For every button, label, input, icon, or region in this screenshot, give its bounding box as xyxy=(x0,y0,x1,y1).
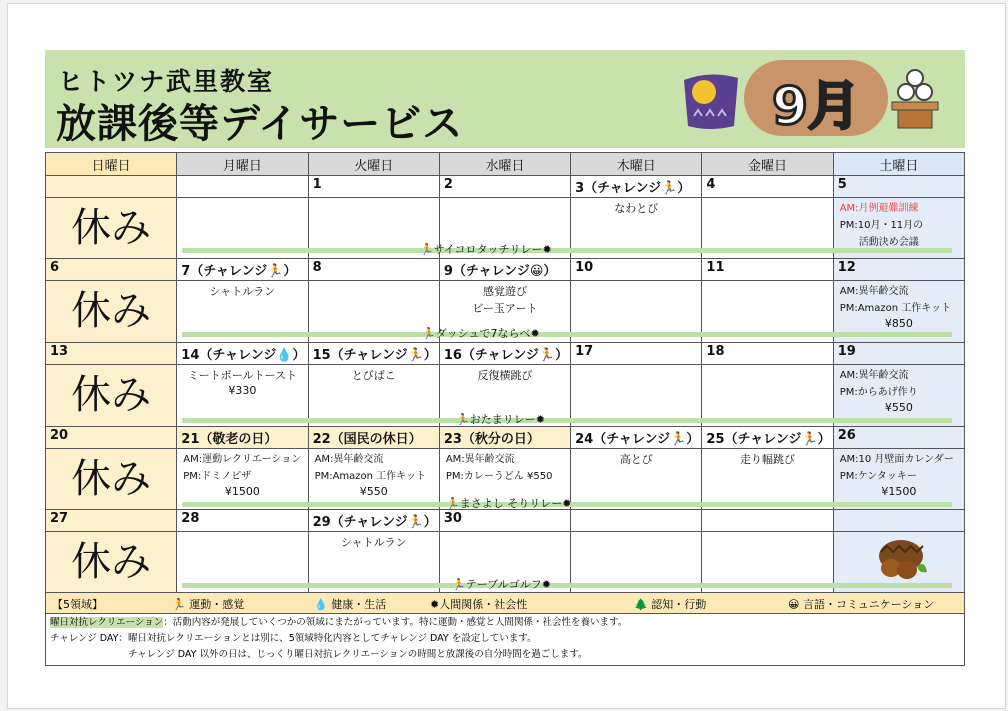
activity-cell: AM:10 月壁面カレンダー PM:ケンタッキー ¥1500 xyxy=(833,449,964,510)
relay-label: 🏃サイコロタッチリレー✹ xyxy=(420,243,552,256)
weekday-sat: 土曜日 xyxy=(833,153,964,176)
date-cell: 6 xyxy=(46,259,177,281)
activity-cell: AM:異年齢交流 PM:からあげ作り ¥550 xyxy=(833,365,964,427)
relay-bar xyxy=(182,248,952,253)
activity-cell: 走り幅跳び xyxy=(702,449,833,510)
activity-cell: AM:異年齢交流 PM:Amazon 工作キット ¥850 xyxy=(833,281,964,343)
date-cell xyxy=(571,510,702,532)
activity-cell: 高とび xyxy=(571,449,702,510)
service-title: 放課後等デイサービス xyxy=(56,101,464,147)
activity-cell: AM:異年齢交流 PM:カレーうどん ¥550 xyxy=(439,449,570,510)
weekday-mon: 月曜日 xyxy=(177,153,308,176)
date-cell: 3（チャレンジ🏃） xyxy=(571,176,702,198)
date-cell: 25（チャレンジ🏃） xyxy=(702,427,833,449)
date-cell: 12 xyxy=(833,259,964,281)
date-cell: 28 xyxy=(177,510,308,532)
calendar-table xyxy=(45,152,965,593)
date-cell: 8 xyxy=(308,259,439,281)
date-cell: 23（秋分の日） xyxy=(439,427,570,449)
date-cell: 17 xyxy=(571,343,702,365)
date-row xyxy=(46,176,965,198)
relay-label: 🏃テーブルゴルフ✹ xyxy=(452,578,551,591)
dango-icon xyxy=(886,66,944,132)
legend-item-cognition: 🌲 認知・行動 xyxy=(634,598,707,611)
moon-icon xyxy=(680,70,742,132)
activity-cell: なわとび xyxy=(571,198,702,259)
date-cell: 29（チャレンジ🏃） xyxy=(308,510,439,532)
date-cell: 27 xyxy=(46,510,177,532)
closed-cell: 休み xyxy=(46,198,177,259)
closed-cell: 休み xyxy=(46,449,177,510)
relay-label: 🏃おたまリレー✹ xyxy=(456,413,545,426)
weekday-header-row xyxy=(46,153,965,176)
note-line-1: 曜日対抗レクリエーション：活動内容が発展していくつかの領域にまたがっています。特に運動・感覚と人間関係・社会性を養います。 xyxy=(50,617,628,628)
date-cell xyxy=(177,176,308,198)
date-cell: 9（チャレンジ😀） xyxy=(439,259,570,281)
legend-bar xyxy=(45,592,965,614)
date-cell: 22（国民の休日） xyxy=(308,427,439,449)
activity-cell: AM:運動レクリエーション PM:ドミノピザ ¥1500 xyxy=(177,449,308,510)
school-name: ヒトツナ武里教室 xyxy=(58,67,275,96)
weekday-wed: 水曜日 xyxy=(439,153,570,176)
weekday-thu: 木曜日 xyxy=(571,153,702,176)
date-cell: 13 xyxy=(46,343,177,365)
date-cell: 4 xyxy=(702,176,833,198)
closed-cell: 休み xyxy=(46,281,177,343)
date-cell: 11 xyxy=(702,259,833,281)
relay-bar xyxy=(182,583,952,588)
date-cell: 26 xyxy=(833,427,964,449)
activity-cell: 感覚遊び ビー玉アート xyxy=(439,281,570,343)
date-cell: 10 xyxy=(571,259,702,281)
legend-item-motor: 🏃 運動・感覚 xyxy=(172,598,245,611)
date-cell: 2 xyxy=(439,176,570,198)
relay-label: 🏃ダッシュで7ならべ✹ xyxy=(422,327,540,340)
legend-item-health: 💧 健康・生活 xyxy=(314,598,387,611)
date-cell xyxy=(833,510,964,532)
activity-cell: とびばこ xyxy=(308,365,439,427)
date-cell: 30 xyxy=(439,510,570,532)
date-row xyxy=(46,427,965,449)
month-label: 9月 xyxy=(771,77,861,137)
relay-bar xyxy=(182,332,952,337)
closed-cell: 休み xyxy=(46,365,177,427)
legend-item-language: 😀 言語・コミュニケーション xyxy=(788,598,935,611)
weekday-sun: 日曜日 xyxy=(46,153,177,176)
relay-bar xyxy=(182,418,952,423)
date-cell: 21（敬老の日） xyxy=(177,427,308,449)
date-cell: 14（チャレンジ💧） xyxy=(177,343,308,365)
date-row xyxy=(46,259,965,281)
date-row xyxy=(46,343,965,365)
activity-cell: 反復横跳び xyxy=(439,365,570,427)
notes-box xyxy=(45,614,965,666)
date-cell: 5 xyxy=(833,176,964,198)
legend-title: 【5領域】 xyxy=(52,598,103,611)
date-cell xyxy=(46,176,177,198)
date-cell: 18 xyxy=(702,343,833,365)
activity-cell: シャトルラン xyxy=(177,281,308,343)
activity-cell: AM:月例避難訓練 PM:10月・11月の 活動決め会議 xyxy=(833,198,964,259)
date-row xyxy=(46,510,965,532)
note-line-2: チャレンジ DAY：曜日対抗レクリエーションとは別に、5領域特化内容としてチャレンジ DAY を設定しています。 xyxy=(50,633,537,644)
relay-label: 🏃まさよし そりリレー✹ xyxy=(446,497,572,510)
date-cell: 15（チャレンジ🏃） xyxy=(308,343,439,365)
date-cell: 1 xyxy=(308,176,439,198)
weekday-tue: 火曜日 xyxy=(308,153,439,176)
date-cell: 7（チャレンジ🏃） xyxy=(177,259,308,281)
legend-item-social: ✹人間関係・社会性 xyxy=(430,598,528,611)
activity-cell: AM:異年齢交流 PM:Amazon 工作キット ¥550 xyxy=(308,449,439,510)
date-cell: 16（チャレンジ🏃） xyxy=(439,343,570,365)
date-cell: 24（チャレンジ🏃） xyxy=(571,427,702,449)
closed-cell: 休み xyxy=(46,532,177,593)
date-cell: 19 xyxy=(833,343,964,365)
date-cell xyxy=(702,510,833,532)
date-cell: 20 xyxy=(46,427,177,449)
weekday-fri: 金曜日 xyxy=(702,153,833,176)
note-line-3: チャレンジ DAY 以外の日は、じっくり曜日対抗レクリエーションの時間と放課後の自分時間を過ごします。 xyxy=(128,649,588,660)
activity-cell: シャトルラン xyxy=(308,532,439,593)
month-badge xyxy=(744,60,888,136)
chestnut-icon xyxy=(869,536,929,580)
activity-cell: ミートボールトースト ¥330 xyxy=(177,365,308,427)
